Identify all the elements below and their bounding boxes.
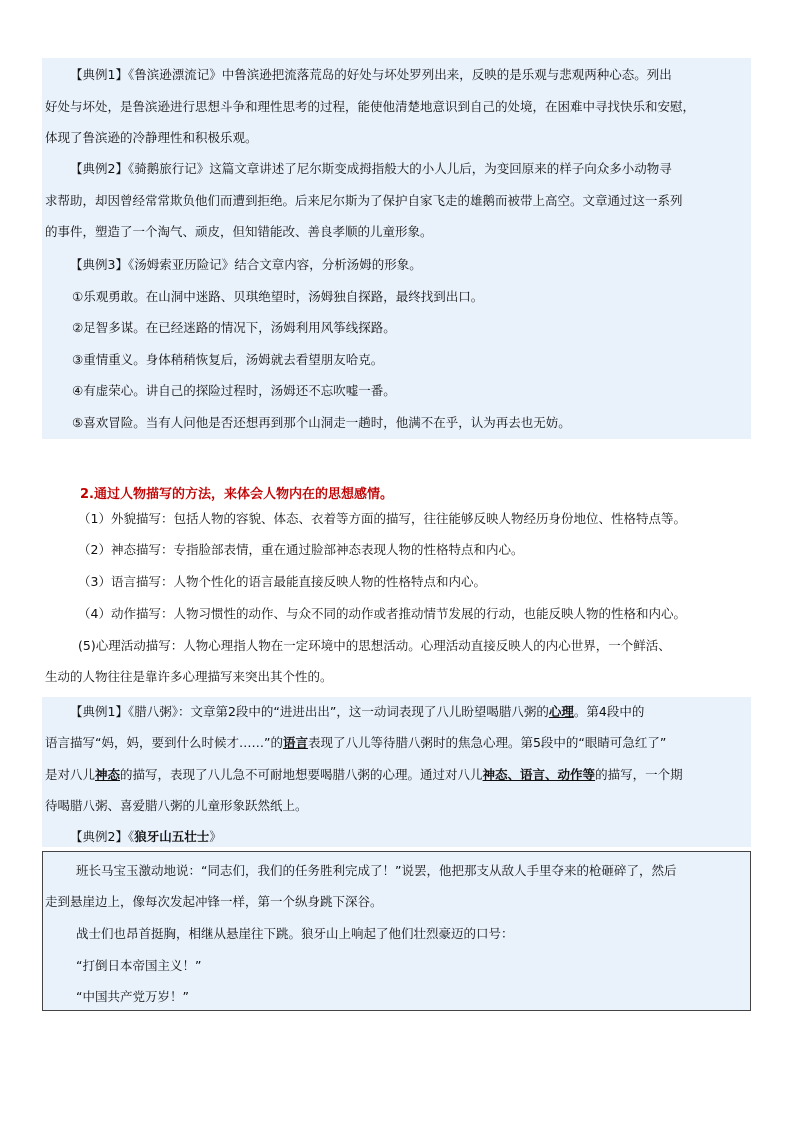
- case2-line-3: 的事件，塑造了一个淘气、顽皮，但知错能改、善良孝顺的儿童形象。: [45, 224, 433, 239]
- case3-point-1: ①乐观勇敢。在山洞中迷路、贝琪绝望时，汤姆独自探路，最终找到出口。: [72, 289, 484, 304]
- quote-line-2: 走到悬崖边上，像每次发起冲锋一样，第一个纵身跳下深谷。: [45, 894, 383, 909]
- case1-line-1: 【典例1】《鲁滨逊漂流记》中鲁滨逊把流落荒岛的好处与坏处罗列出来，反映的是乐观与悲观两种心态。列出: [70, 67, 672, 82]
- case3-point-5: ⑤喜欢冒险。当有人问他是否还想再到那个山洞走一趟时，他满不在乎，认为再去也无妨。: [72, 415, 571, 430]
- desc-item-2: （2）神态描写：专指脸部表情，重在通过脸部神态表现人物的性格特点和内心。: [78, 542, 524, 557]
- labaz-text: 表现了八儿等待腊八粥时的焦急心理。第5段中的“眼睛可急红了”: [307, 735, 667, 750]
- labaz-text: 的描写，一个期: [595, 767, 683, 782]
- labaz-emphasis: 语言: [282, 735, 308, 750]
- desc-item-5: (5)心理活动描写：人物心理指人物在一定环境中的思想活动。心理活动直接反映人的内心世界，一个鲜活、: [78, 638, 671, 653]
- example2-title-prefix: 【典例2】《: [70, 829, 135, 844]
- labaz-line-2: [45, 734, 666, 752]
- case2-line-2: 求帮助，却因曾经常常欺负他们而遭到拒绝。后来尼尔斯为了保护自家飞走的雄鹅而被带上高空。文章通过这一系列: [45, 193, 683, 208]
- labaz-line-4: 待喝腊八粥、喜爱腊八粥的儿童形象跃然纸上。: [45, 798, 308, 813]
- case1-line-3: 体现了鲁滨逊的冷静理性和积极乐观。: [45, 130, 258, 145]
- desc-item-4: （4）动作描写：人物习惯性的动作、与众不同的动作或者推动情节发展的行动，也能反映人物的性格和内心。: [78, 606, 686, 621]
- example2-title-name: 狼牙山五壮士: [134, 829, 210, 844]
- desc-item-1: （1）外貌描写：包括人物的容貌、体态、衣着等方面的描写，往往能够反映人物经历身份地位、性格特点等。: [78, 511, 686, 526]
- labaz-emphasis: 心理: [548, 704, 574, 719]
- case3-title: 【典例3】《汤姆索亚历险记》结合文章内容，分析汤姆的形象。: [70, 257, 422, 272]
- labaz-emphasis: 神态、语言、动作等: [482, 767, 596, 782]
- case3-point-3: ③重情重义。身体稍稍恢复后，汤姆就去看望朋友哈克。: [72, 352, 384, 367]
- labaz-text: 【典例1】《腊八粥》：文章第2段中的“进进出出”，这一动词表现了八儿盼望喝腊八粥的: [70, 704, 549, 719]
- case3-point-2: ②足智多谋。在已经迷路的情况下，汤姆利用风筝线探路。: [72, 320, 396, 335]
- desc-item-6: 生动的人物往往是靠许多心理描写来突出其个性的。: [45, 669, 333, 684]
- labaz-text: 是对八儿: [45, 767, 96, 782]
- labaz-line-3: [45, 766, 683, 784]
- case1-line-2: 好处与坏处，是鲁滨逊进行思想斗争和理性思考的过程，能使他清楚地意识到自己的处境，在困难中寻找快乐和安慰，: [45, 99, 696, 114]
- labaz-text: 语言描写“妈，妈，要到什么时候才……”的: [45, 735, 283, 750]
- labaz-text: 的描写，表现了八儿急不可耐地想要喝腊八粥的心理。通过对八儿: [120, 767, 483, 782]
- case3-point-4: ④有虚荣心。讲自己的探险过程时，汤姆还不忘吹嘘一番。: [72, 383, 396, 398]
- example2-title: [70, 828, 222, 846]
- quote-line-5: “中国共产党万岁！”: [76, 989, 189, 1004]
- case2-line-1: 【典例2】《骑鹅旅行记》这篇文章讲述了尼尔斯变成拇指般大的小人儿后，为变回原来的样子向众多小动物寻: [70, 161, 672, 176]
- quote-line-4: “打倒日本帝国主义！”: [76, 958, 202, 973]
- labaz-line-1: [70, 703, 644, 721]
- labaz-text: 。第4段中的: [573, 704, 645, 719]
- labaz-emphasis: 神态: [95, 767, 121, 782]
- example2-title-suffix: 》: [209, 829, 222, 844]
- quote-line-1: 班长马宝玉激动地说：“同志们，我们的任务胜利完成了！”说罢，他把那支从敌人手里夺来的枪砸碎了，然后: [76, 863, 677, 878]
- section-heading: 2.通过人物描写的方法，来体会人物内在的思想感情。: [80, 487, 393, 502]
- desc-item-3: （3）语言描写：人物个性化的语言最能直接反映人物的性格特点和内心。: [78, 574, 486, 589]
- quote-line-3: 战士们也昂首挺胸，相继从悬崖往下跳。狼牙山上响起了他们壮烈豪迈的口号：: [76, 926, 514, 941]
